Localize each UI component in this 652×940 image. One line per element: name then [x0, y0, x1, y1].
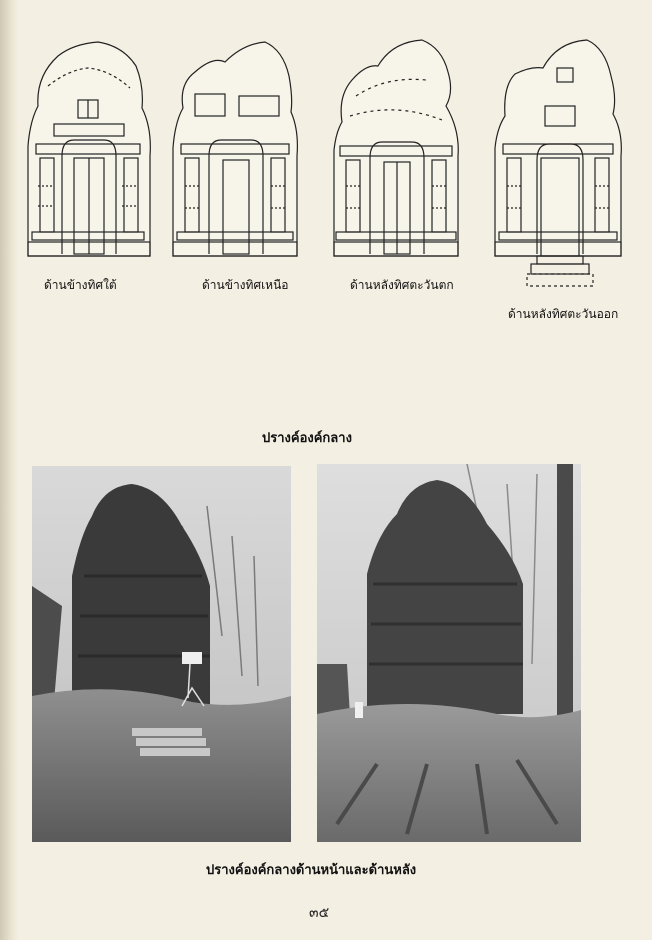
page-gutter-shadow	[0, 0, 18, 940]
elevation-drawing-east	[487, 36, 633, 290]
page-number: ๓๕	[309, 905, 330, 921]
caption-elevation-north: ด้านข้างทิศเหนือ	[202, 278, 289, 292]
photos-caption: ปรางค์องค์กลางด้านหน้าและด้านหลัง	[206, 863, 417, 878]
elevation-drawing-north	[165, 36, 305, 260]
photo-rear-view	[317, 464, 581, 842]
caption-elevation-south: ด้านข้างทิศใต้	[44, 278, 117, 292]
elevation-drawing-west	[326, 36, 466, 260]
caption-elevation-west: ด้านหลังทิศตะวันตก	[350, 278, 454, 292]
drawings-title: ปรางค์องค์กลาง	[262, 431, 352, 446]
elevation-drawing-south	[18, 36, 158, 260]
caption-elevation-east: ด้านหลังทิศตะวันออก	[508, 307, 619, 321]
photo-front-view	[32, 466, 291, 842]
